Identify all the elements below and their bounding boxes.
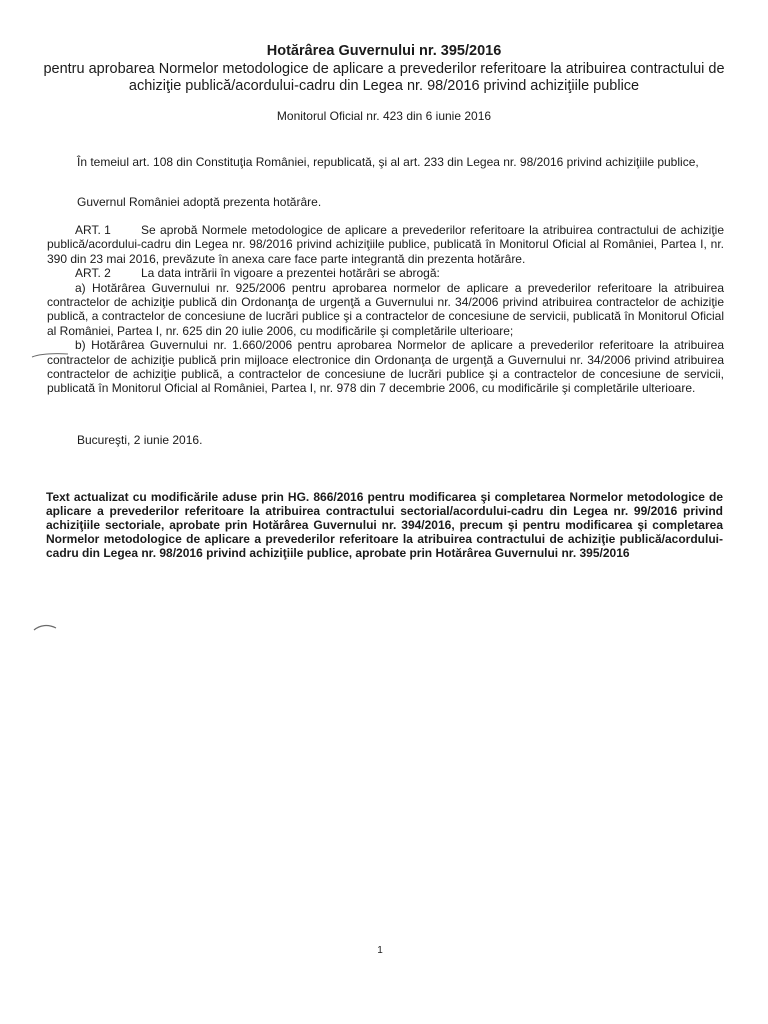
articles-section: [47, 223, 724, 396]
article-2-label: ART. 2: [75, 266, 111, 281]
article-1-text: Se aprobă Normele metodologice de aplicare a prevederilor referitoare la atribuirea contractului de achiziţie publică/acordului-cadru din Legea nr. 98/2016 privind achiziţiile publice, publicată în Monitorul Oficial al României, Partea I, nr. 390 din 23 mai 2016, prevăzute în anexa care face parte integrantă din prezenta hotărâre.: [47, 223, 724, 266]
article-1: [47, 223, 724, 266]
official-gazette-reference: Monitorul Oficial nr. 423 din 6 iunie 2016: [276, 109, 492, 123]
legal-basis-paragraph: În temeiul art. 108 din Constituţia României, republicată, şi al art. 233 din Legea nr. 98/2016 privind achiziţiile publice,: [77, 155, 699, 169]
article-2-item-a: a) Hotărârea Guvernului nr. 925/2006 pentru aprobarea normelor de aplicare a prevederilor referitoare la atribuirea contractelor de achiziţie publică din Ordonanţa de urgenţă a Guvernului nr. 34/2006 privind atribuirea contractelor de achiziţie publică, a contractelor de concesiune de lucrări publice şi a contractelor de concesiune de servicii, publicată în Monitorul Oficial al României, Partea I, nr. 625 din 20 iulie 2006, cu modificările şi completările ulterioare;: [47, 280, 724, 338]
place-and-date: Bucureşti, 2 iunie 2016.: [77, 433, 203, 447]
page-number: 1: [377, 945, 383, 956]
article-2-text: La data intrării în vigoare a prezentei hotărâri se abrogă:: [141, 266, 440, 281]
document-title: Hotărârea Guvernului nr. 395/2016: [266, 43, 502, 59]
scan-artifact-mark: [32, 620, 62, 640]
article-1-label: ART. 1: [75, 223, 111, 237]
document-subtitle: pentru aprobarea Normelor metodologice de aplicare a prevederilor referitoare la atribuirea contractului de achiziţie publică/acordului-cadru din Legea nr. 98/2016 privind achiziţiile publice: [43, 61, 725, 94]
adoption-statement: Guvernul României adoptă prezenta hotărâre.: [77, 195, 322, 209]
article-2: [47, 266, 724, 280]
article-2-item-b: b) Hotărârea Guvernului nr. 1.660/2006 pentru aprobarea Normelor de aplicare a prevederilor referitoare la atribuirea contractelor de achiziţie publică prin mijloace electronice din Ordonanţa de urgenţă a Guvernului nr. 34/2006 privind atribuirea contractelor de achiziţie publică, a contractelor de concesiune de lucrări publice şi a contractelor de concesiune de servicii, publicată în Monitorul Oficial al României, Partea I, nr. 978 din 7 decembrie 2006, cu modificările şi completările ulterioare.: [47, 338, 724, 396]
scan-artifact-mark: [30, 345, 70, 375]
update-note: Text actualizat cu modificările aduse prin HG. 866/2016 pentru modificarea şi completarea Normelor metodologice de aplicare a prevederilor referitoare la atribuirea contractului sectorial/acordului-cadru din Legea nr. 99/2016 privind achiziţiile sectoriale, aprobate prin Hotărârea Guvernului nr. 394/2016, precum şi pentru modificarea şi completarea Normelor metodologice de aplicare a prevederilor referitoare la atribuirea contractului de achiziţie publică/acordului-cadru din Legea nr. 98/2016 privind achiziţiile publice, aprobate prin Hotărârea Guvernului nr. 395/2016: [46, 490, 723, 560]
